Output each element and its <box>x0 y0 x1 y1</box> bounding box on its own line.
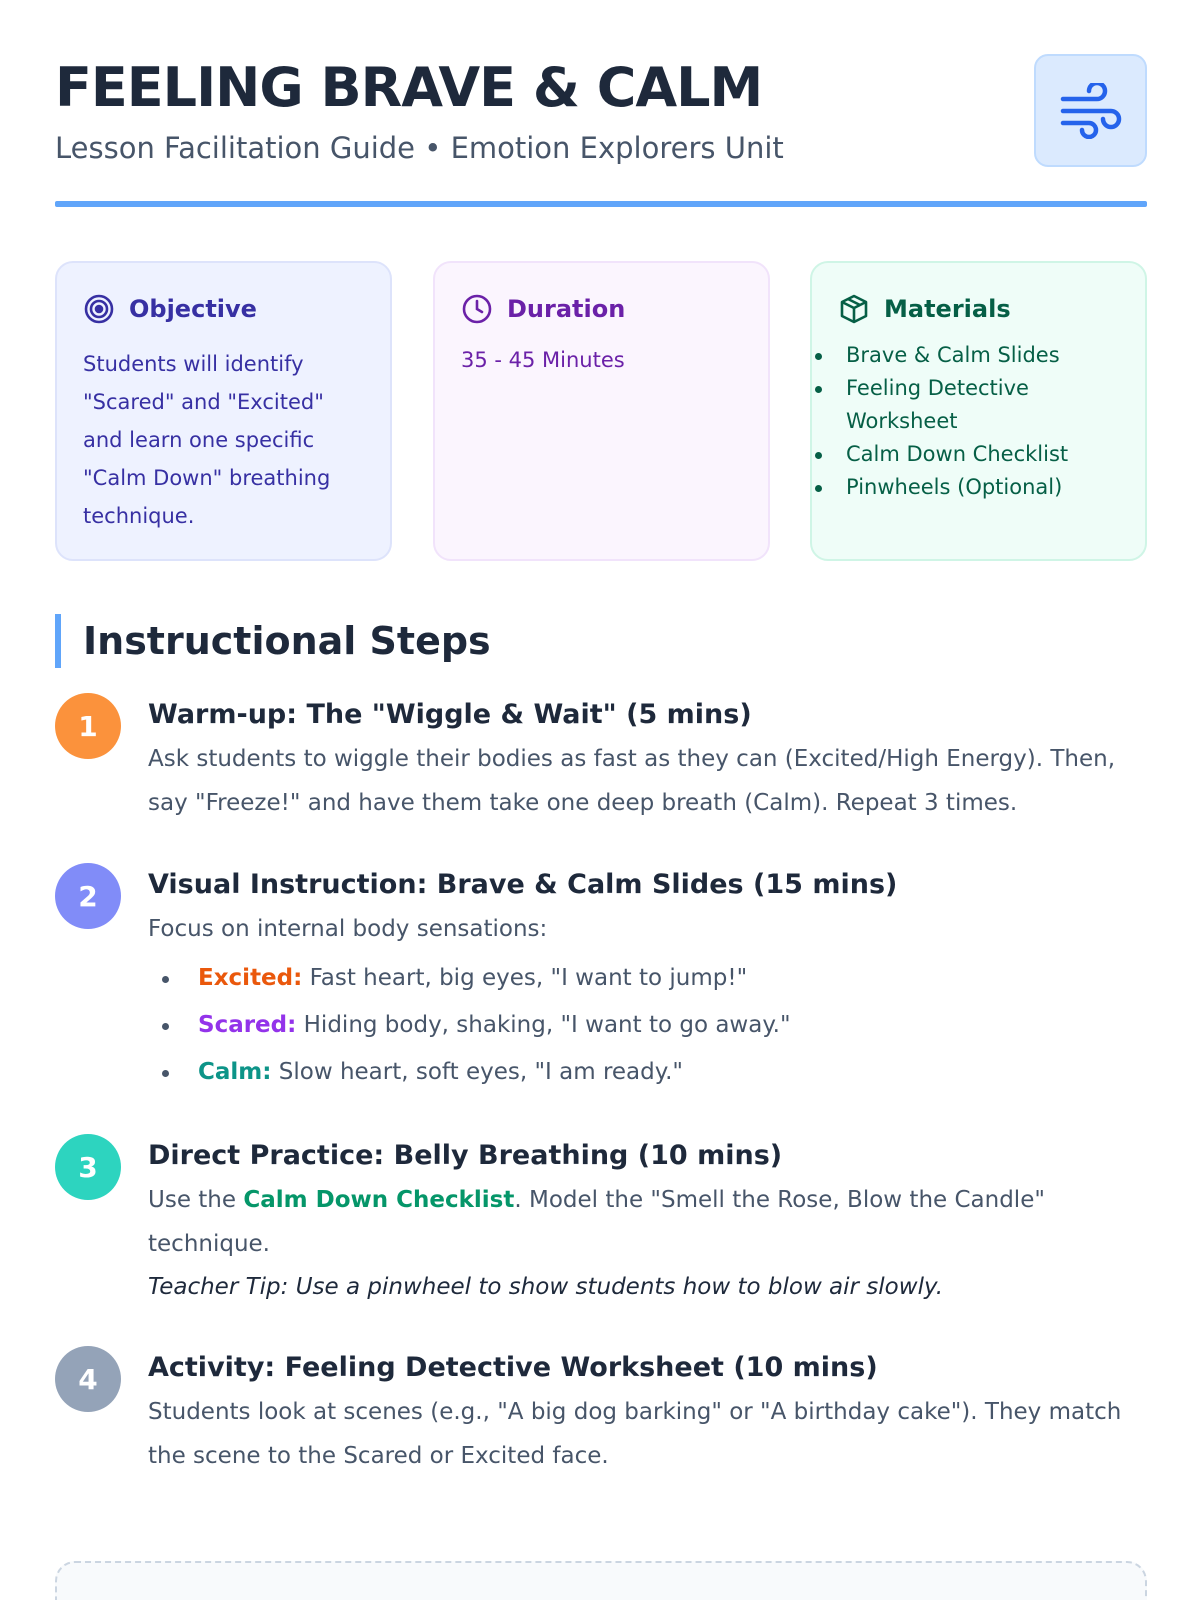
materials-item: Feeling Detective Worksheet <box>812 372 1119 438</box>
emotion-list <box>148 955 1148 1096</box>
objective-card-header <box>83 291 364 327</box>
materials-list <box>838 339 1119 504</box>
emotion-item-calm <box>148 1049 1148 1096</box>
emotion-term: Calm: <box>198 1059 272 1085</box>
box-icon <box>838 293 870 325</box>
clock-icon <box>461 293 493 325</box>
notes-box <box>55 1561 1147 1600</box>
step-content <box>148 693 1148 825</box>
materials-card-header <box>838 291 1119 327</box>
step-number-badge: 1 <box>55 693 121 759</box>
step-content <box>148 1134 1148 1308</box>
step-content <box>148 863 1148 1096</box>
duration-card <box>433 261 770 561</box>
info-cards <box>55 261 1147 561</box>
step-description: Focus on internal body sensations: <box>148 916 548 942</box>
step-number-badge: 2 <box>55 863 121 929</box>
step-number-badge: 4 <box>55 1346 121 1412</box>
objective-title: Objective <box>129 295 257 323</box>
emotion-description: Hiding body, shaking, "I want to go away." <box>296 1012 791 1038</box>
section-title: Instructional Steps <box>83 619 491 663</box>
emotion-description: Fast heart, big eyes, "I want to jump!" <box>302 965 748 991</box>
emotion-term: Scared: <box>198 1012 297 1038</box>
objective-text: Students will identify "Scared" and "Excited" and learn one specific "Calm Down" breathing technique. <box>83 352 331 528</box>
emotion-item-excited <box>148 955 1148 1002</box>
emotion-item-scared <box>148 1002 1148 1049</box>
section-heading <box>55 614 491 668</box>
step-description <box>148 1178 1148 1266</box>
step-title: Visual Instruction: Brave & Calm Slides (15 mins) <box>148 869 898 900</box>
logo-badge <box>1034 54 1147 167</box>
step-number-badge: 3 <box>55 1134 121 1200</box>
duration-text: 35 - 45 Minutes <box>461 348 625 372</box>
materials-item: Brave & Calm Slides <box>812 339 1119 372</box>
step-content <box>148 1346 1148 1478</box>
teacher-tip: Teacher Tip: Use a pinwheel to show students how to blow air slowly. <box>148 1274 944 1300</box>
step-text-part: Use the <box>148 1187 244 1213</box>
step-title: Warm-up: The "Wiggle & Wait" (5 mins) <box>148 699 752 730</box>
checklist-link: Calm Down Checklist <box>243 1187 515 1213</box>
step-description: Ask students to wiggle their bodies as fast as they can (Excited/High Energy). Then, say "Freeze!" and have them take one deep breath (Calm). Repeat 3 times. <box>148 746 1116 816</box>
materials-item: Pinwheels (Optional) <box>812 471 1119 504</box>
duration-title: Duration <box>507 295 626 323</box>
target-icon <box>83 293 115 325</box>
header <box>55 52 1147 166</box>
materials-card <box>810 261 1147 561</box>
header-divider <box>55 201 1147 207</box>
materials-item: Calm Down Checklist <box>812 438 1119 471</box>
page-title: FEELING BRAVE & CALM <box>55 56 763 119</box>
step-title: Activity: Feeling Detective Worksheet (10 mins) <box>148 1352 878 1383</box>
emotion-term: Excited: <box>198 965 303 991</box>
step-description: Students look at scenes (e.g., "A big dog barking" or "A birthday cake"). They match the scene to the Scared or Excited face. <box>148 1399 1122 1469</box>
step-title: Direct Practice: Belly Breathing (10 mins) <box>148 1140 783 1171</box>
step-text-part: . Model the "Smell the Rose, Blow the Candle" technique. <box>148 1187 1045 1257</box>
page-subtitle: Lesson Facilitation Guide • Emotion Explorers Unit <box>55 131 784 165</box>
materials-title: Materials <box>884 295 1011 323</box>
emotion-description: Slow heart, soft eyes, "I am ready." <box>271 1059 683 1085</box>
wind-icon <box>1059 83 1123 139</box>
objective-card <box>55 261 392 561</box>
duration-card-header <box>461 291 742 327</box>
